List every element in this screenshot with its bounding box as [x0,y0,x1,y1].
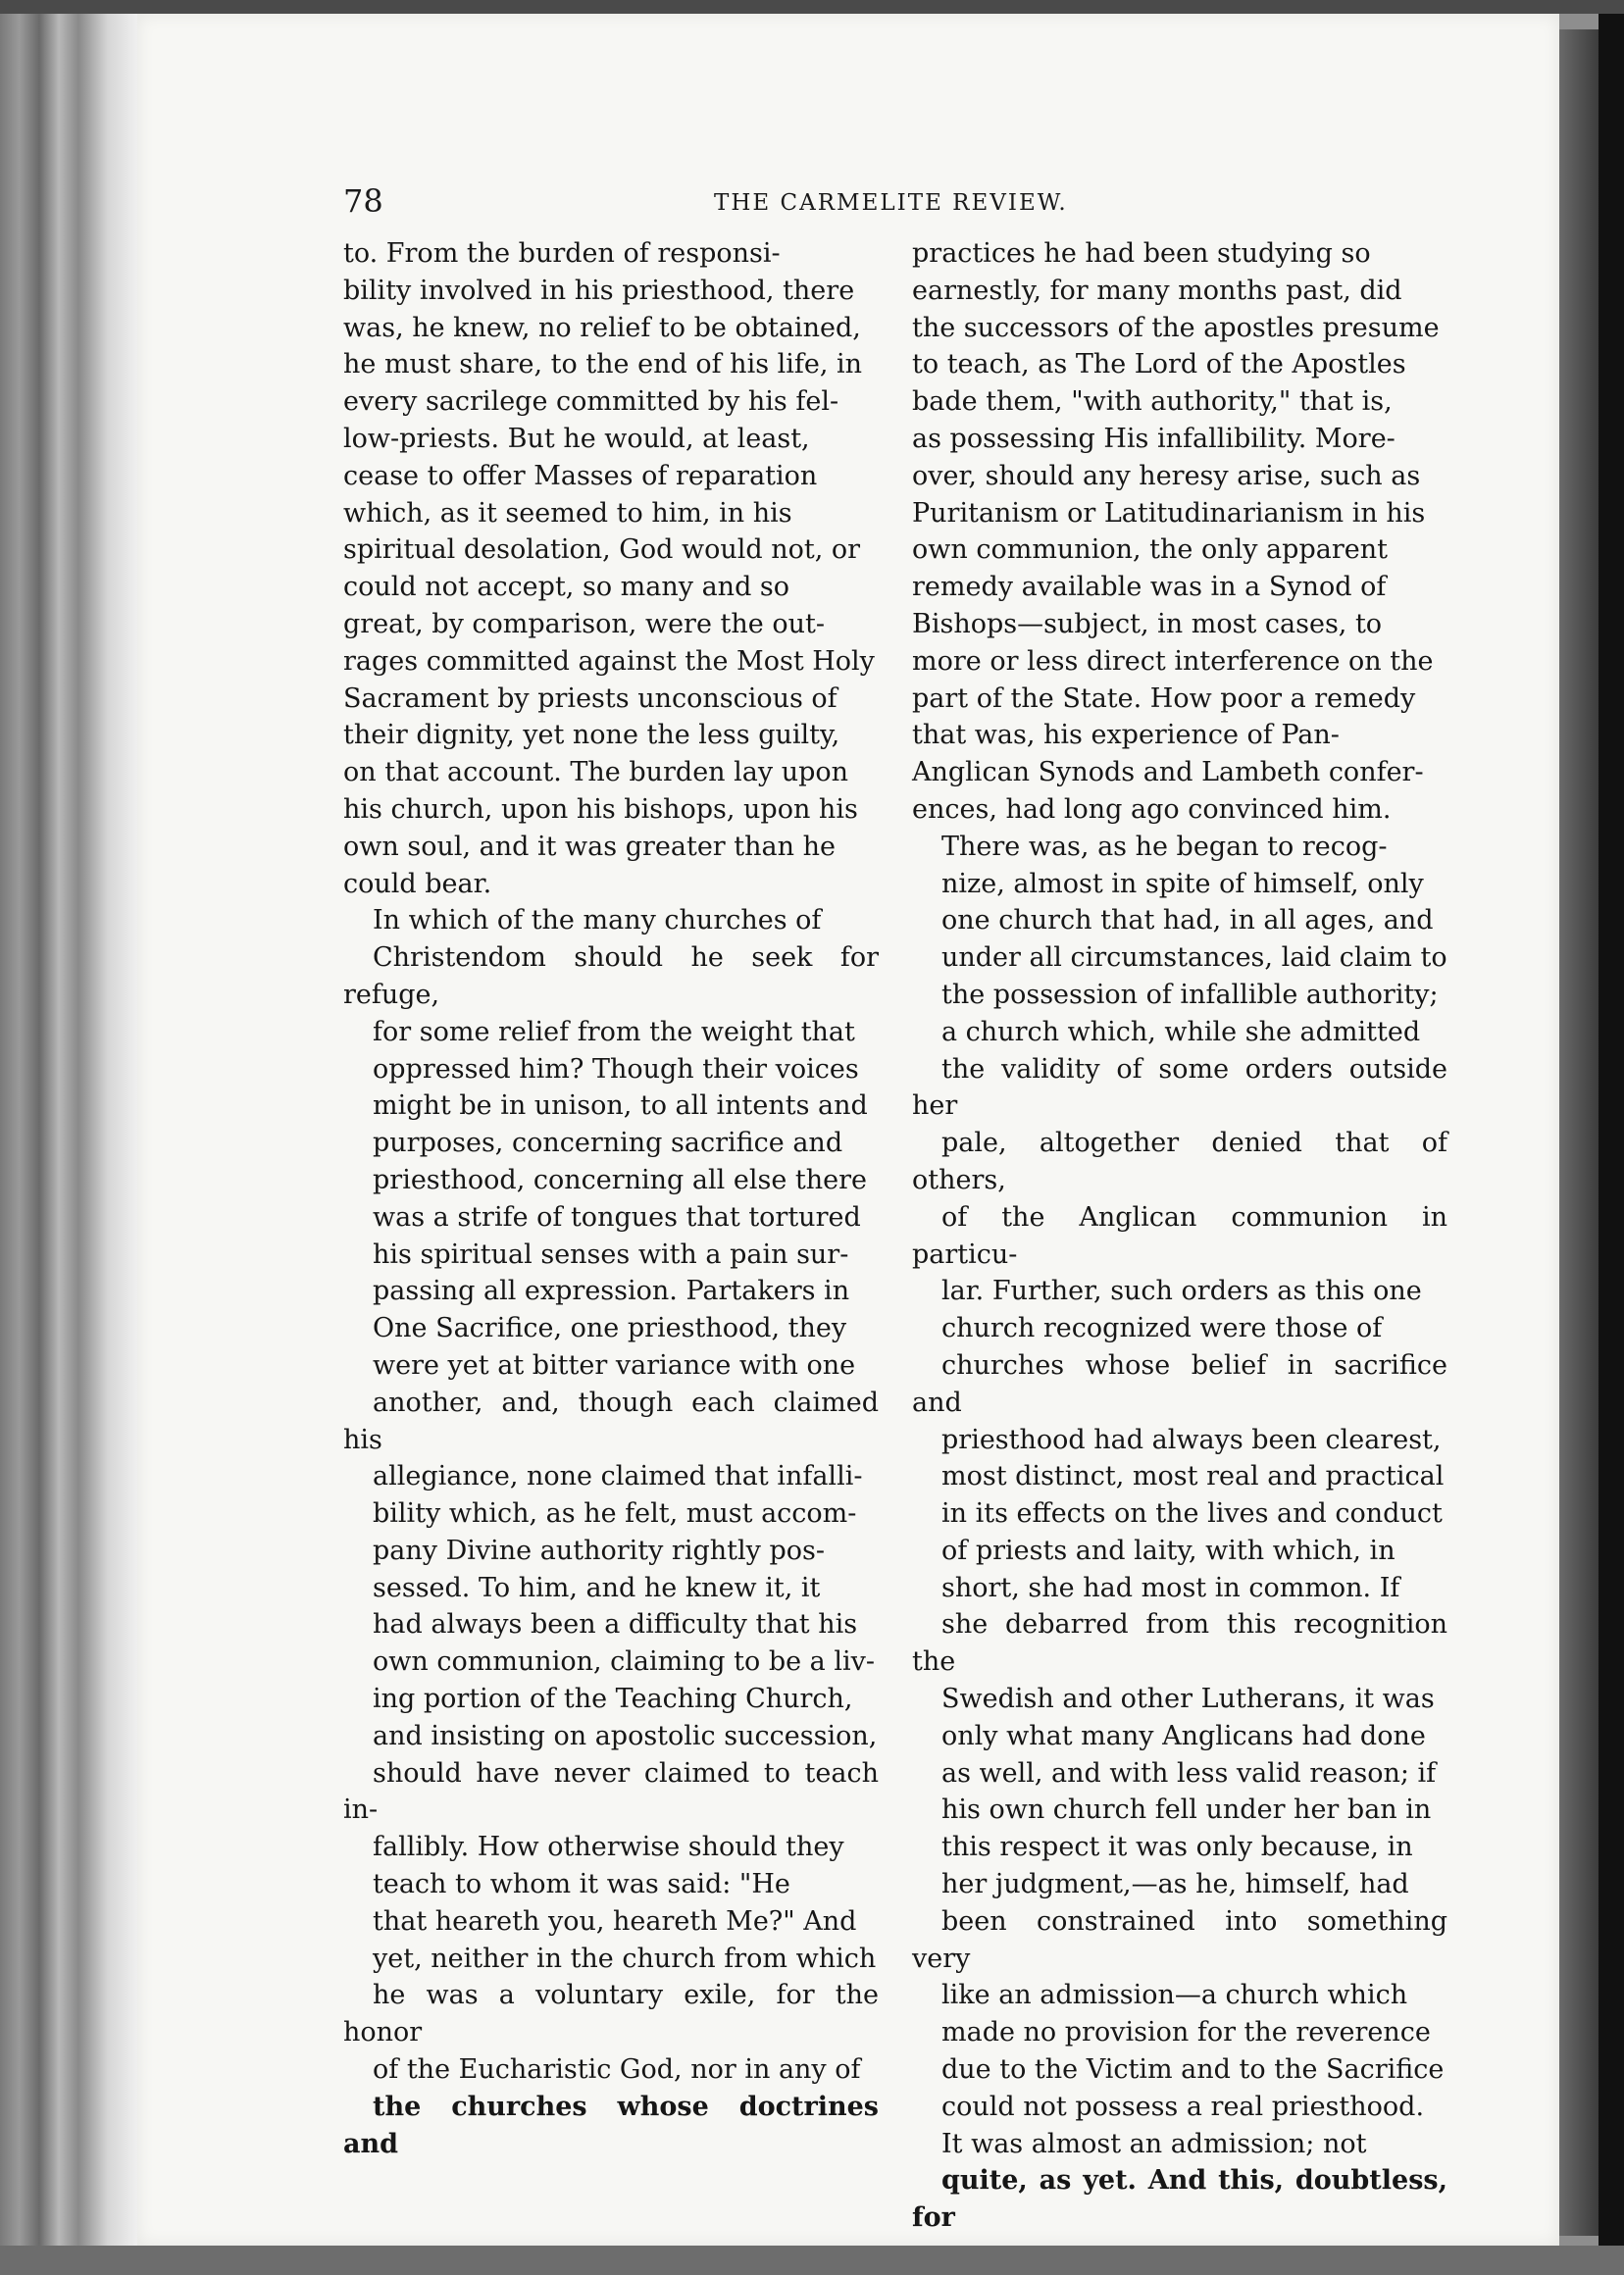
text-line: more or less direct interference on the [912,645,1434,677]
text-line: part of the State. How poor a remedy [912,682,1416,714]
text-line: and insisting on apostolic succession, [373,1720,878,1751]
text-line: of the Anglican communion in particu- [912,1201,1447,1270]
text-line: his spiritual senses with a pain sur- [373,1239,849,1270]
text-line: Sacrament by priests unconscious of [343,682,837,714]
text-line: only what many Anglicans had done [941,1720,1426,1751]
text-line: remedy available was in a Synod of [912,572,1387,603]
text-line: Christendom should he seek for refuge, [343,942,879,1010]
text-line: like an admission—a church which [941,1980,1408,2011]
text-line: Anglican Synods and Lambeth confer- [912,757,1424,788]
text-line: the possession of infallible authority; [941,979,1439,1010]
text-line: the churches whose doctrines and [343,2091,879,2159]
text-line: short, she had most in common. If [941,1572,1400,1603]
text-line: ing portion of the Teaching Church, [373,1684,853,1715]
text-line: to. From the burden of responsi- [343,238,781,269]
paragraph [343,902,879,2162]
text-line: his church, upon his bishops, upon his [343,793,858,825]
text-line: to teach, as The Lord of the Apostles [912,349,1406,380]
text-line: could not accept, so many and so [343,572,790,603]
text-line: as well, and with less valid reason; if [941,1757,1437,1789]
text-line: earnestly, for many months past, did [912,275,1402,306]
text-line: purposes, concerning sacrifice and [373,1128,843,1159]
text-line: that was, his experience of Pan- [912,720,1340,751]
text-line: one church that had, in all ages, and [941,905,1434,936]
text-line: own soul, and it was greater than he [343,831,836,862]
text-line: bility which, as he felt, must accom- [373,1498,857,1530]
text-line: teach to whom it was said: "He [373,1869,790,1900]
text-line: bility involved in his priesthood, there [343,275,855,306]
text-line: bade them, "with authority," that is, [912,386,1393,418]
text-line: quite, as yet. And this, doubtless, for [912,2165,1447,2234]
text-line: another, and, though each claimed his [343,1387,879,1455]
scan-bottom-border [0,2246,1624,2275]
text-line: his own church fell under her ban in [941,1795,1432,1826]
text-line: Puritanism or Latitudinarianism in his [912,497,1426,529]
text-line: churches whose belief in sacrifice and [912,1349,1447,1418]
text-line: of priests and laity, with which, in [941,1535,1396,1566]
text-line: spiritual desolation, God would not, or [343,534,861,566]
text-line: he was a voluntary exile, for the honor [343,1980,879,2048]
text-line: priesthood had always been clearest, [941,1424,1442,1455]
text-line: in its effects on the lives and conduct [941,1498,1443,1530]
text-line: could not possess a real priesthood. [941,2091,1425,2122]
text-line: nize, almost in spite of himself, only [941,868,1424,899]
text-line: It was almost an admission; not [941,2128,1367,2159]
text-line: was a strife of tongues that tortured [373,1201,861,1233]
text-line: passing all expression. Partakers in [373,1276,850,1307]
text-line: low-priests. But he would, at least, [343,423,810,454]
text-line: he must share, to the end of his life, in [343,349,863,380]
text-line: the successors of the apostles presume [912,312,1440,343]
text-line: over, should any heresy arise, such as [912,460,1421,491]
text-line: could bear. [343,868,492,899]
text-line: on that account. The burden lay upon [343,757,849,788]
text-line: made no provision for the reverence [941,2017,1431,2048]
text-line: should have never claimed to teach in- [343,1757,879,1826]
page-right-shadow [1559,29,1599,2236]
page-header [343,182,1451,226]
text-line: for some relief from the weight that [373,1016,855,1047]
text-line: There was, as he began to recog- [941,831,1388,862]
scan-top-border [0,0,1624,14]
text-line: a church which, while she admitted [941,1016,1421,1047]
scan-right-border [1599,14,1624,2246]
text-line: that heareth you, heareth Me?" And [373,1905,857,1937]
paragraph [912,829,1447,2126]
text-line: every sacrilege committed by his fel- [343,386,839,418]
right-text-column [912,235,1447,2234]
text-line: sessed. To him, and he knew it, it [373,1572,821,1603]
text-line: fallibly. How otherwise should they [373,1832,844,1863]
text-line: priesthood, concerning all else there [373,1164,867,1195]
text-line: her judgment,—as he, himself, had [941,1869,1409,1900]
running-title: THE CARMELITE REVIEW. [714,190,1068,216]
text-line: been constrained into something very [912,1905,1447,1974]
text-line: this respect it was only because, in [941,1832,1413,1863]
text-line: ences, had long ago convinced him. [912,793,1392,825]
text-line: might be in unison, to all intents and [373,1090,868,1122]
text-line: own communion, claiming to be a liv- [373,1646,875,1678]
text-line: the validity of some orders outside her [912,1053,1447,1122]
book-page-edges [0,0,137,2275]
paragraph [343,235,879,902]
text-line: Swedish and other Lutherans, it was [941,1684,1435,1715]
text-line: pale, altogether denied that of others, [912,1128,1447,1195]
text-line: most distinct, most real and practical [941,1461,1445,1492]
text-line: Bishops—subject, in most cases, to [912,608,1383,639]
text-line: pany Divine authority rightly pos- [373,1535,825,1566]
paragraph [912,235,1447,829]
text-line: she debarred from this recognition the [912,1609,1447,1678]
text-line: own communion, the only apparent [912,534,1388,566]
text-line: church recognized were those of [941,1313,1383,1344]
text-line: was, he knew, no relief to be obtained, [343,312,861,343]
text-line: rages committed against the Most Holy [343,645,875,677]
text-line: yet, neither in the church from which [373,1943,877,1974]
text-line: under all circumstances, laid claim to [941,942,1447,974]
text-line: had always been a difficulty that his [373,1609,858,1641]
paragraph [912,2126,1447,2237]
text-line: of the Eucharistic God, nor in any of [373,2054,861,2086]
text-line: great, by comparison, were the out- [343,608,825,639]
text-line: oppressed him? Though their voices [373,1053,859,1085]
left-text-column [343,235,879,2159]
text-line: as possessing His infallibility. More- [912,423,1396,454]
text-line: cease to offer Masses of reparation [343,460,818,491]
text-line: allegiance, none claimed that infalli- [373,1461,863,1492]
text-line: One Sacrifice, one priesthood, they [373,1313,847,1344]
text-line: were yet at bitter variance with one [373,1349,856,1381]
page-number: 78 [343,182,383,220]
text-line: practices he had been studying so [912,238,1371,269]
text-line: In which of the many churches of [373,905,822,936]
text-line: which, as it seemed to him, in his [343,497,792,529]
text-line: their dignity, yet none the less guilty, [343,720,840,751]
text-line: lar. Further, such orders as this one [941,1276,1422,1307]
text-line: due to the Victim and to the Sacrifice [941,2054,1445,2086]
